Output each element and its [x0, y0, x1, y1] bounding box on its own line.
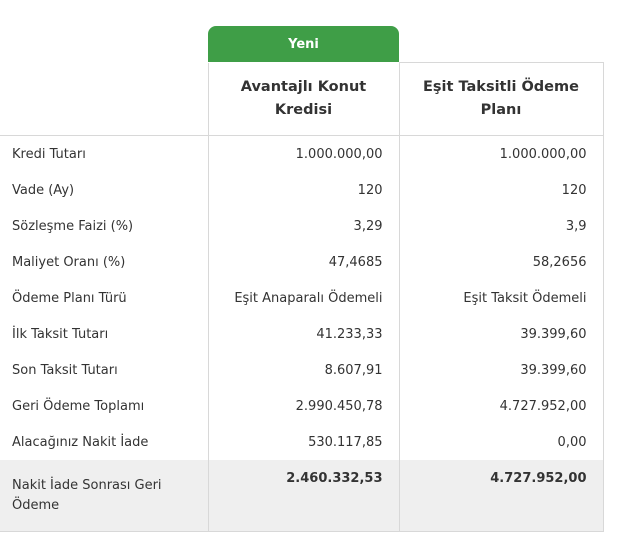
row-value-option2: Eşit Taksit Ödemeli: [399, 280, 603, 316]
row-label: Son Taksit Tutarı: [12, 362, 118, 378]
table-row: [0, 208, 603, 244]
table-row: [0, 244, 603, 280]
row-value-option1: Eşit Anaparalı Ödemeli: [208, 280, 399, 316]
row-value-option2: 0,00: [399, 424, 603, 460]
row-value-option2: 4.727.952,00: [399, 388, 603, 424]
row-value-option2: 120: [399, 172, 603, 208]
row-value-option1: 530.117,85: [208, 424, 399, 460]
table-row: [0, 136, 603, 173]
row-value-option2: 39.399,60: [399, 316, 603, 352]
row-value-option2: 58,2656: [399, 244, 603, 280]
table-header-row: [0, 63, 603, 136]
row-value-option1: 2.990.450,78: [208, 388, 399, 424]
total-label: Nakit İade Sonrası Geri Ödeme: [0, 460, 208, 532]
column-header-equal-installment: Eşit Taksitli Ödeme Planı: [399, 63, 603, 136]
loan-comparison-table: [0, 62, 604, 532]
row-value-option2: 39.399,60: [399, 352, 603, 388]
table-row: [0, 352, 603, 388]
table-row: [0, 172, 603, 208]
row-value-option1: 3,29: [208, 208, 399, 244]
row-value-option1: 47,4685: [208, 244, 399, 280]
table-row: [0, 388, 603, 424]
column-header-advantage-loan: Avantajlı Konut Kredisi: [208, 63, 399, 136]
row-label: Alacağınız Nakit İade: [12, 434, 149, 450]
row-value-option2: 3,9: [399, 208, 603, 244]
row-value-option1: 120: [208, 172, 399, 208]
row-label: İlk Taksit Tutarı: [12, 326, 109, 342]
total-value-option2: 4.727.952,00: [399, 460, 603, 532]
new-badge: Yeni: [208, 26, 399, 62]
row-label: Ödeme Planı Türü: [12, 290, 127, 306]
table-row: [0, 280, 603, 316]
row-value-option1: 8.607,91: [208, 352, 399, 388]
row-label: Sözleşme Faizi (%): [12, 218, 134, 234]
row-label: Maliyet Oranı (%): [12, 254, 126, 270]
header-empty-cell: [0, 63, 208, 136]
total-value-option1: 2.460.332,53: [208, 460, 399, 532]
row-label: Geri Ödeme Toplamı: [12, 398, 145, 414]
row-label: Vade (Ay): [12, 182, 75, 198]
row-value-option1: 1.000.000,00: [208, 136, 399, 173]
total-row: [0, 460, 603, 532]
row-label: Kredi Tutarı: [12, 146, 86, 162]
row-value-option2: 1.000.000,00: [399, 136, 603, 173]
row-value-option1: 41.233,33: [208, 316, 399, 352]
table-row: [0, 316, 603, 352]
table-row: [0, 424, 603, 460]
